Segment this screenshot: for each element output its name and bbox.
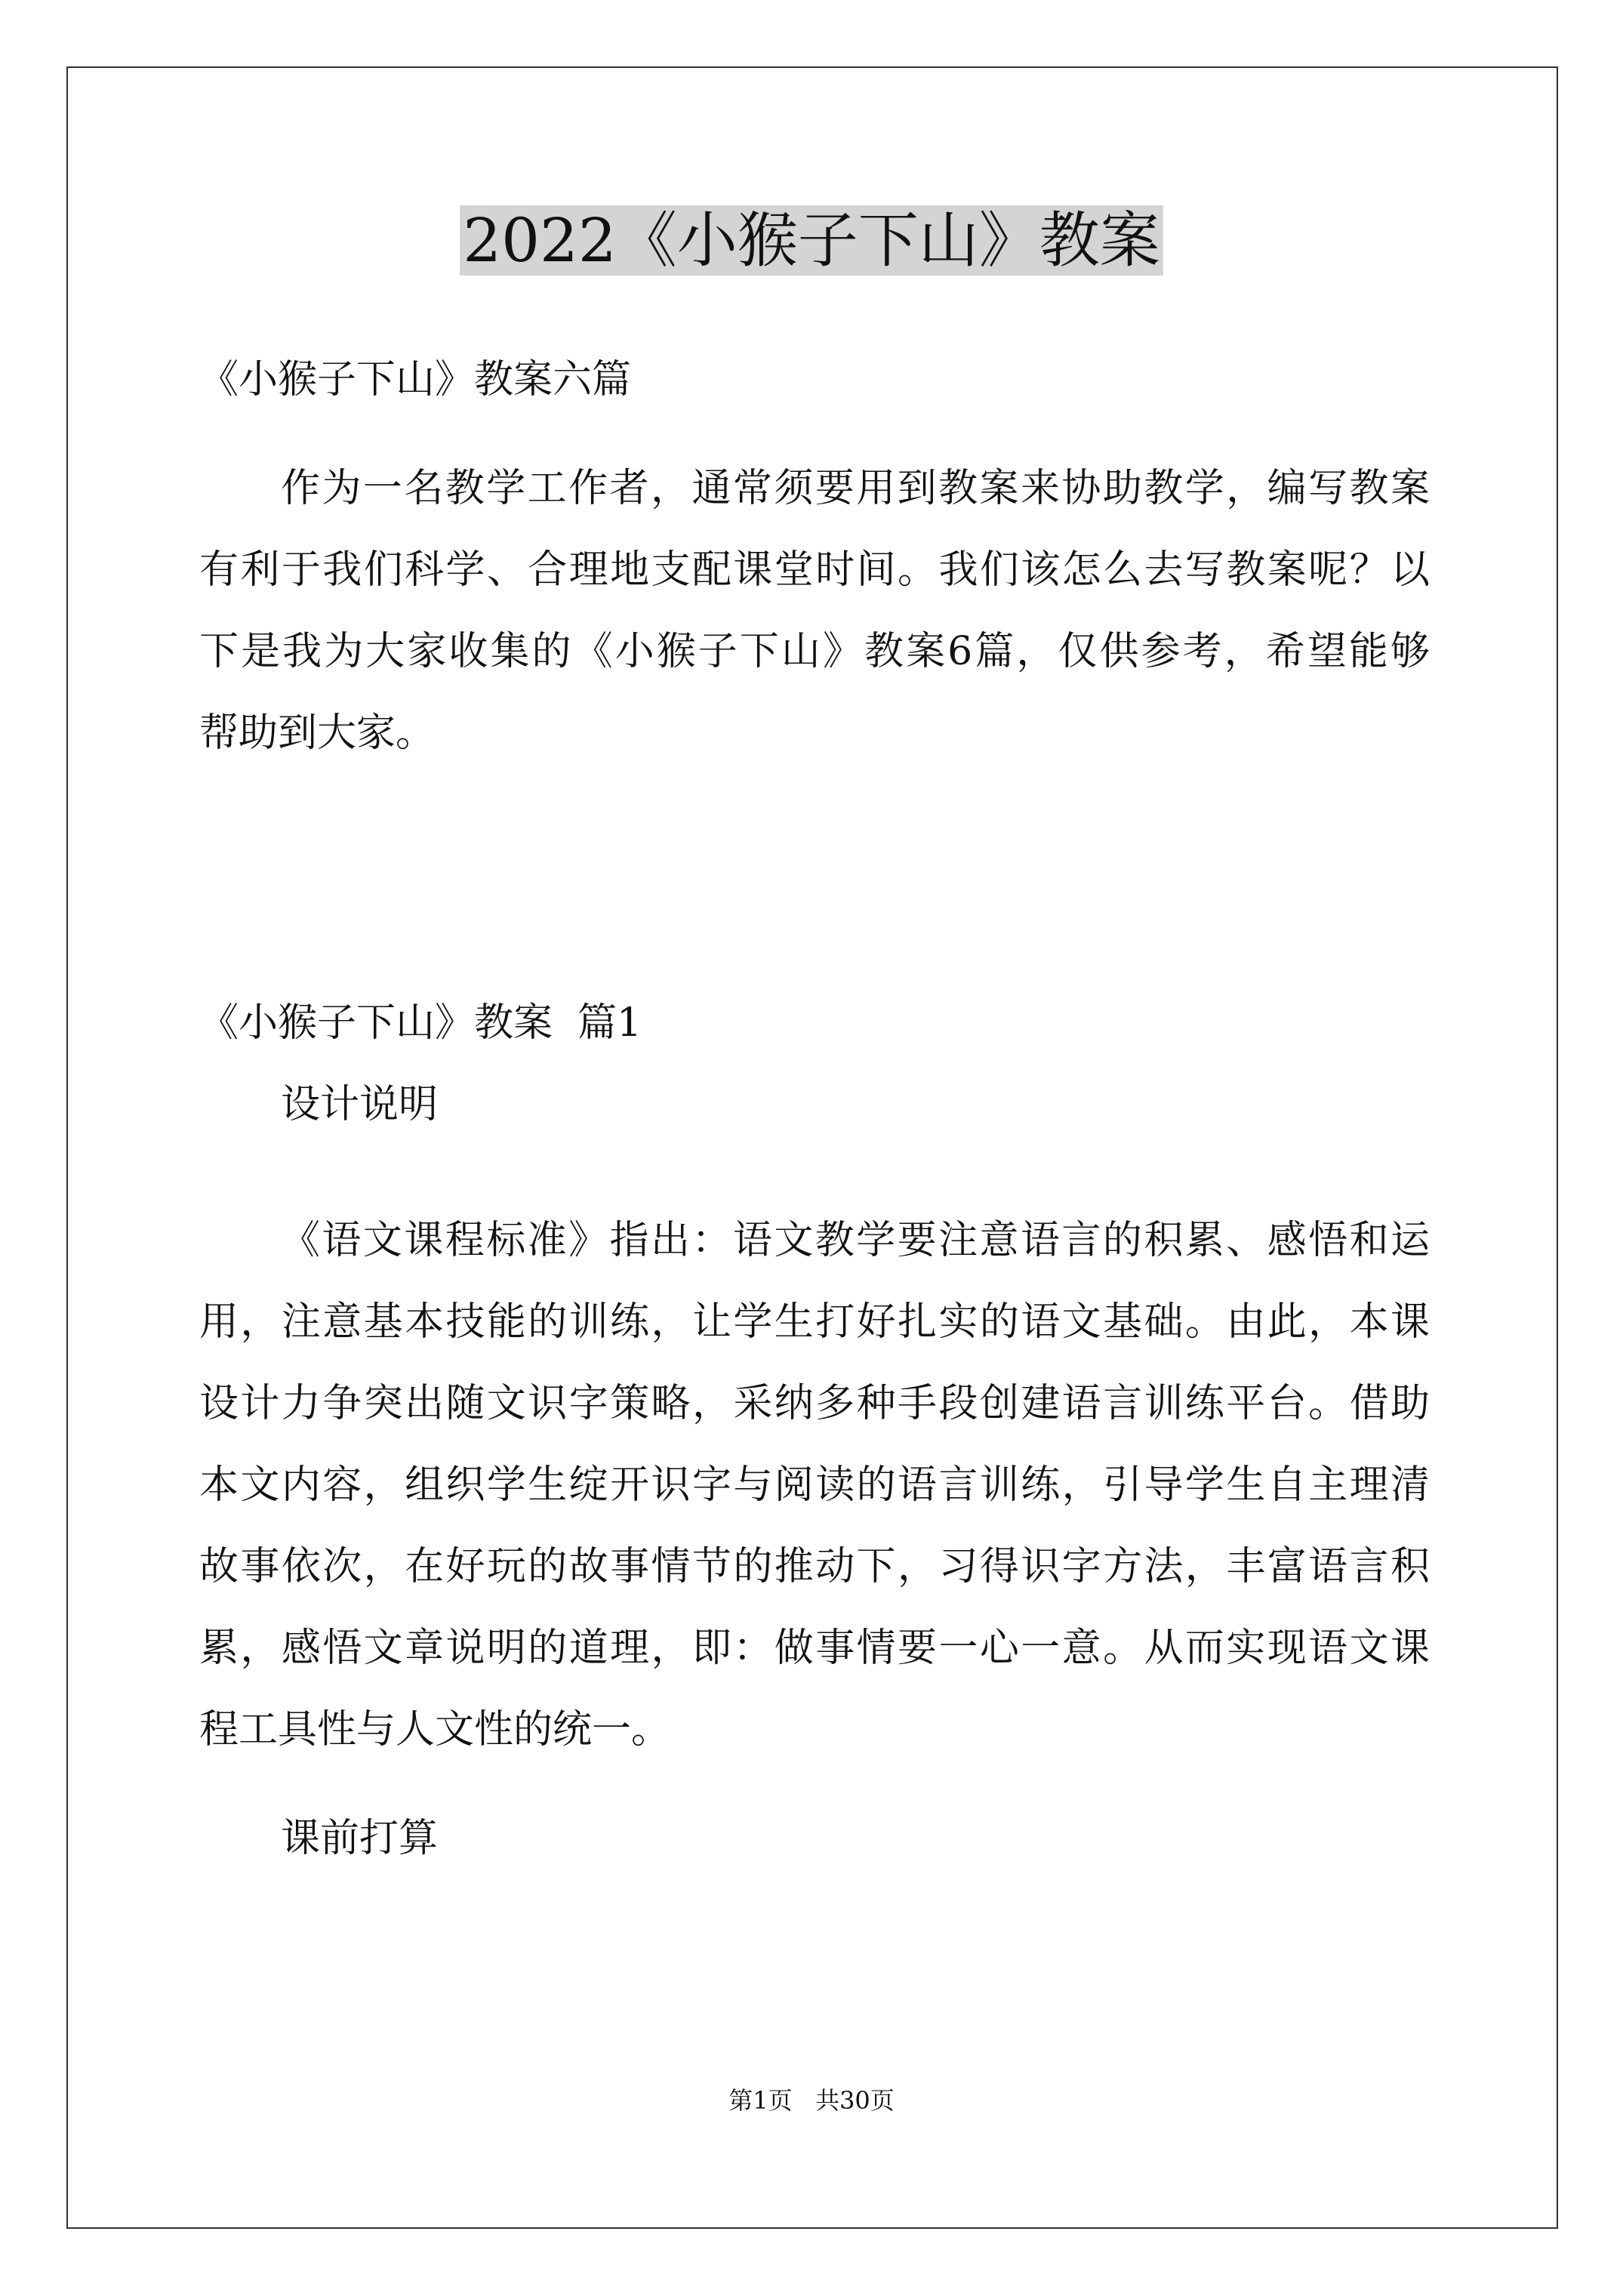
- design-body-line-6: 累，感悟文章说明的道理，即：做事情要一心一意。从而实现语文课: [199, 1626, 1430, 1671]
- section-heading: 《小猴子下山》教案 篇1: [199, 1000, 642, 1046]
- design-body-line-1: 《语文课程标准》指出：语文教学要注意语言的积累、感悟和运: [281, 1218, 1430, 1263]
- intro-line-2: 有利于我们科学、合理地支配课堂时间。我们该怎么去写教案呢？以: [199, 547, 1430, 593]
- design-heading: 设计说明: [281, 1082, 439, 1127]
- document-title: [0, 199, 1623, 282]
- document-title-text: 2022《小猴子下山》教案: [460, 205, 1163, 276]
- design-body-line-7: 程工具性与人文性的统一。: [199, 1707, 671, 1752]
- design-body-line-4: 本文内容，组织学生绽开识字与阅读的语言训练，引导学生自主理清: [199, 1462, 1430, 1508]
- intro-line-3: 下是我为大家收集的《小猴子下山》教案6篇，仅供参考，希望能够: [199, 629, 1430, 674]
- document-subtitle: 《小猴子下山》教案六篇: [199, 357, 632, 402]
- intro-line-1: 作为一名教学工作者，通常须要用到教案来协助教学，编写教案: [281, 466, 1430, 511]
- page-footer: 第1页 共30页: [728, 2086, 895, 2115]
- prep-heading: 课前打算: [281, 1816, 439, 1861]
- design-body-line-3: 设计力争突出随文识字策略，采纳多种手段创建语言训练平台。借助: [199, 1381, 1430, 1426]
- design-body-line-2: 用，注意基本技能的训练，让学生打好扎实的语文基础。由此，本课: [199, 1299, 1430, 1345]
- intro-line-4: 帮助到大家。: [199, 710, 436, 756]
- design-body-line-5: 故事依次，在好玩的故事情节的推动下，习得识字方法，丰富语言积: [199, 1544, 1430, 1589]
